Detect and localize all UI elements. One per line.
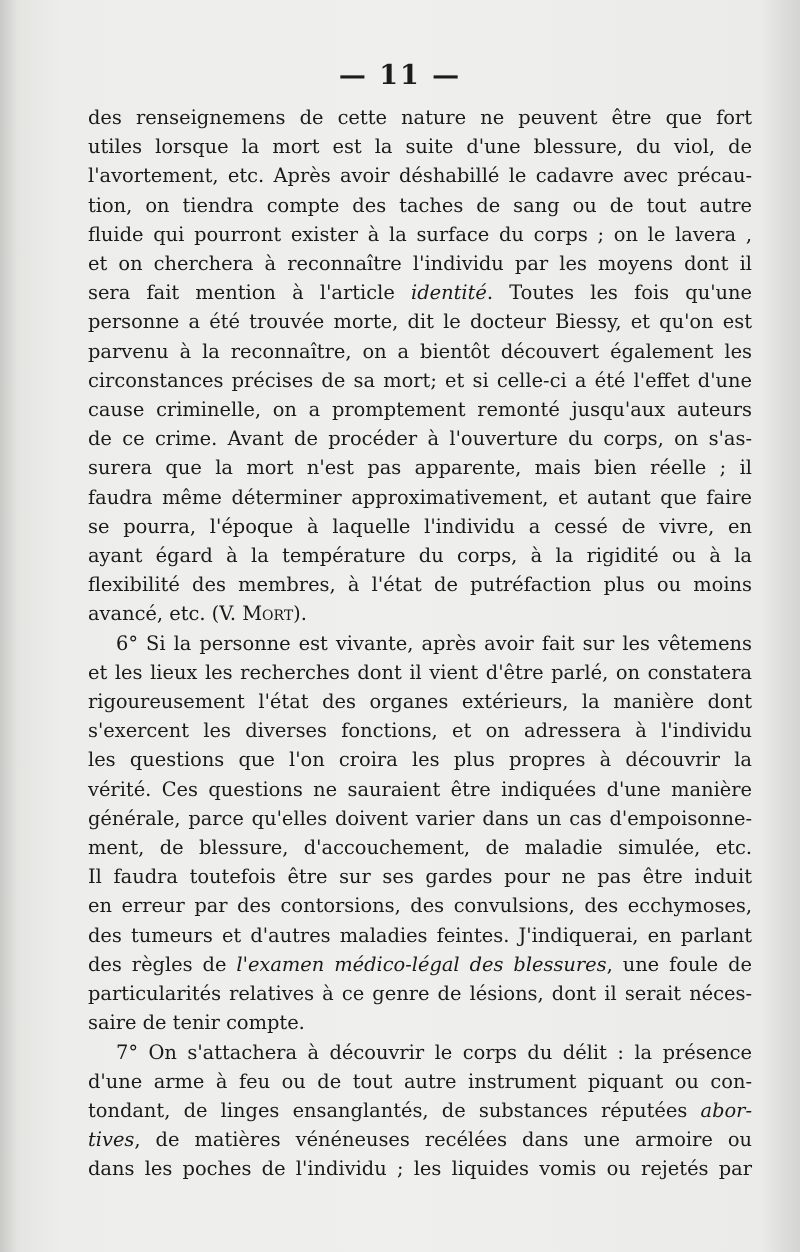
italic-text: tives	[88, 1128, 135, 1152]
text-run: d'une arme à feu ou de tout autre instrument piquant ou con-	[88, 1069, 752, 1093]
text-line	[88, 483, 752, 512]
text-run: s'exercent les diverses fonctions, et on adressera à l'individu	[88, 719, 752, 743]
text-run: ).	[293, 602, 307, 626]
text-run: surera que la mort n'est pas apparente, mais bien réelle ; il	[88, 456, 752, 480]
text-run: ment, de blessure, d'accouchement, de maladie simulée, etc.	[88, 836, 752, 860]
text-run: avancé, etc. (V.	[88, 602, 243, 626]
text-run: utiles lorsque la mort est la suite d'une blessure, du viol, de	[88, 135, 752, 159]
text-run: en erreur par des contorsions, des convulsions, des ecchymoses,	[88, 894, 752, 918]
text-line	[88, 658, 752, 687]
text-line	[88, 950, 752, 979]
text-line	[88, 337, 752, 366]
text-line	[88, 1038, 752, 1067]
text-line	[88, 687, 752, 716]
text-run: saire de tenir compte.	[88, 1011, 305, 1035]
text-line	[88, 512, 752, 541]
text-run: des règles de	[88, 952, 237, 976]
text-line	[88, 1067, 752, 1096]
text-line	[88, 541, 752, 570]
text-run: Il faudra toutefois être sur ses gardes pour ne pas être induit	[88, 865, 752, 889]
text-line	[88, 775, 752, 804]
text-run: circonstances précises de sa mort; et si celle-ci a été l'effet d'une	[88, 368, 752, 392]
text-run: , de matières vénéneuses recélées dans une armoire ou	[134, 1128, 752, 1152]
text-run: cause criminelle, on a promptement remonté jusqu'aux auteurs	[88, 398, 752, 422]
text-line	[88, 278, 752, 307]
text-run: faudra même déterminer approximativement, et autant que faire	[88, 485, 752, 509]
text-line	[88, 132, 752, 161]
text-line	[88, 103, 752, 132]
text-line	[88, 1125, 752, 1154]
text-run: fluide qui pourront exister à la surface du corps ; on le lavera ,	[88, 222, 752, 246]
text-line	[88, 745, 752, 774]
text-run: les questions que l'on croira les plus propres à découvrir la	[88, 748, 752, 772]
body-text	[88, 103, 752, 1184]
text-run: flexibilité des membres, à l'état de putréfaction plus ou moins	[88, 573, 752, 597]
page-number: — 11 —	[338, 60, 462, 91]
text-line	[88, 191, 752, 220]
text-run: se pourra, l'époque à laquelle l'individu a cessé de vivre, en	[88, 514, 752, 538]
text-run: rigoureusement l'état des organes extérieurs, la manière dont	[88, 690, 752, 714]
text-run: , une foule de	[606, 952, 752, 976]
text-run: de ce crime. Avant de procéder à l'ouverture du corps, on s'as-	[88, 427, 752, 451]
text-line	[88, 220, 752, 249]
text-line	[88, 891, 752, 920]
text-line	[88, 424, 752, 453]
text-run: 6° Si la personne est vivante, après avoir fait sur les vêtemens	[116, 631, 752, 655]
text-line	[88, 1096, 752, 1125]
italic-text: identité	[411, 281, 487, 305]
italic-text: abor-	[700, 1098, 752, 1122]
text-line	[88, 249, 752, 278]
text-line	[88, 1008, 752, 1037]
text-run: parvenu à la reconnaître, on a bientôt découvert également les	[88, 339, 752, 363]
text-line	[88, 161, 752, 190]
text-run: tondant, de linges ensanglantés, de substances réputées	[88, 1098, 701, 1122]
text-line	[88, 366, 752, 395]
text-run: ayant égard à la température du corps, à la rigidité ou à la	[88, 544, 752, 568]
text-line	[88, 979, 752, 1008]
small-caps-text: Mort	[242, 602, 294, 626]
text-run: l'avortement, etc. Après avoir déshabillé le cadavre avec précau-	[88, 164, 752, 188]
text-line	[88, 307, 752, 336]
text-line	[88, 833, 752, 862]
text-line	[88, 570, 752, 599]
text-run: particularités relatives à ce genre de lésions, dont il serait néces-	[88, 982, 752, 1006]
text-run: des renseignemens de cette nature ne peuvent être que fort	[88, 106, 752, 129]
text-run: vérité. Ces questions ne sauraient être indiquées d'une manière	[88, 777, 752, 801]
text-run: dans les poches de l'individu ; les liquides vomis ou rejetés par	[88, 1157, 752, 1181]
text-line	[88, 395, 752, 424]
text-line	[88, 804, 752, 833]
text-run: générale, parce qu'elles doivent varier dans un cas d'empoisonne-	[88, 806, 752, 830]
text-run: sera fait mention à l'article	[88, 281, 412, 305]
text-run: et les lieux les recherches dont il vient d'être parlé, on constatera	[88, 660, 752, 684]
text-line	[88, 599, 752, 628]
text-line	[88, 716, 752, 745]
text-line	[88, 453, 752, 482]
text-run: personne a été trouvée morte, dit le docteur Biessy, et qu'on est	[88, 310, 752, 334]
text-line	[88, 1154, 752, 1183]
text-line	[88, 921, 752, 950]
text-line	[88, 862, 752, 891]
text-run: des tumeurs et d'autres maladies feintes. J'indiquerai, en parlant	[88, 923, 752, 947]
text-line	[88, 629, 752, 658]
italic-text: l'examen médico-légal des blessures	[236, 952, 607, 976]
text-run: 7° On s'attachera à découvrir le corps du délit : la présence	[116, 1040, 752, 1064]
text-run: et on cherchera à reconnaître l'individu par les moyens dont il	[88, 252, 752, 276]
text-run: . Toutes les fois qu'une	[486, 281, 752, 305]
text-run: tion, on tiendra compte des taches de sang ou de tout autre	[88, 193, 752, 217]
